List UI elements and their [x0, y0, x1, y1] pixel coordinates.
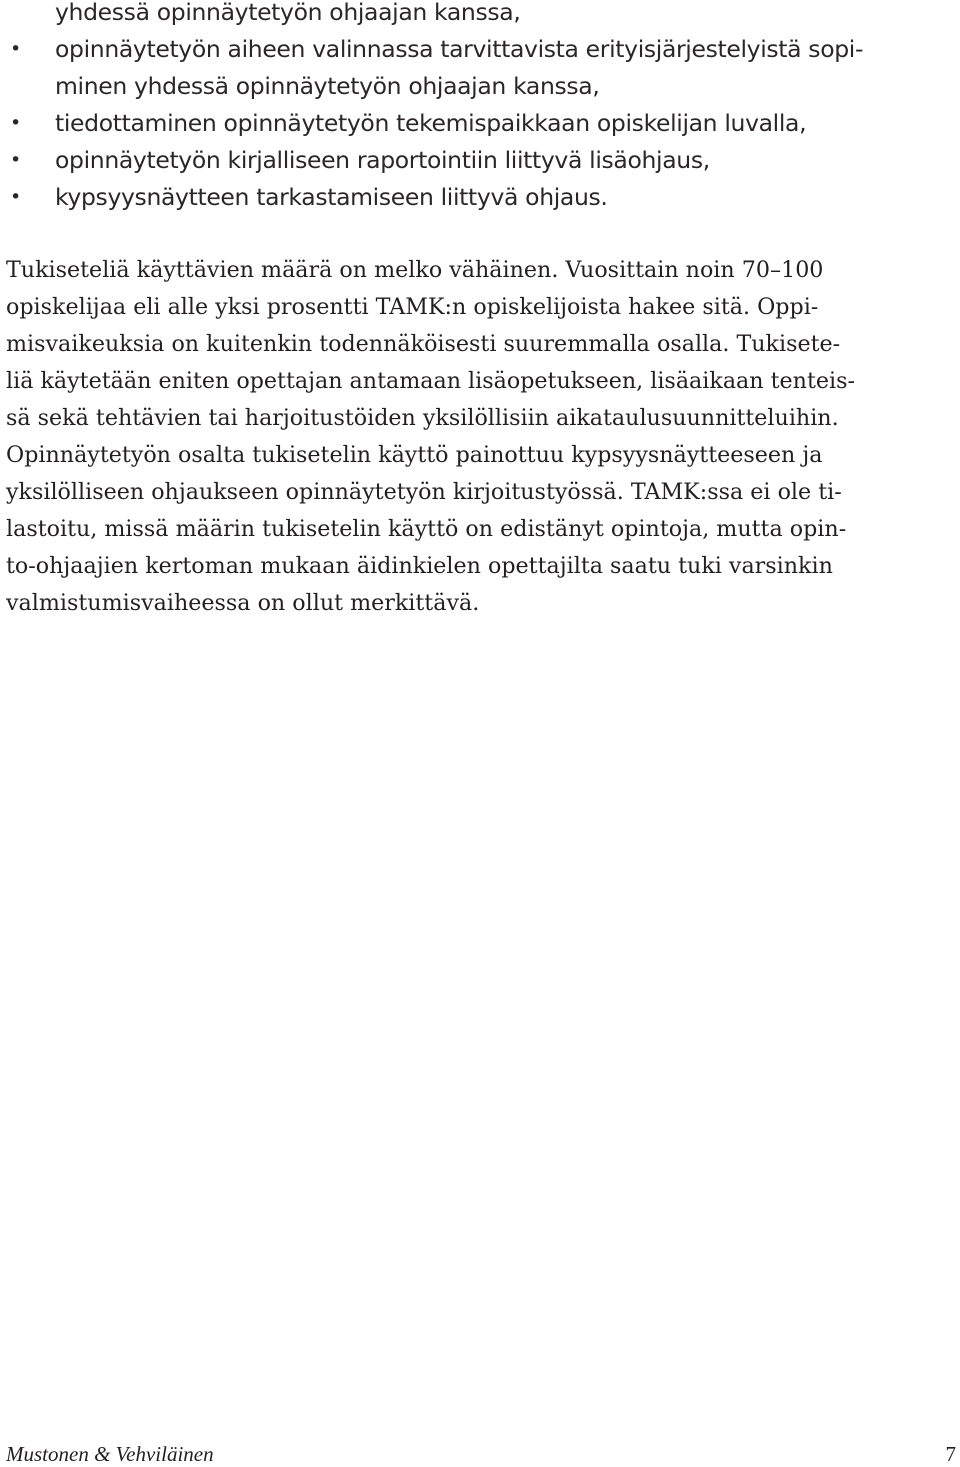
paragraph-line: liä käytetään eniten opettajan antamaan lisäopetukseen, lisäaikaan tenteis-: [6, 368, 855, 394]
bullet-marker: •: [10, 186, 21, 208]
list-item-text: yhdessä opinnäytetyön ohjaajan kanssa,: [55, 0, 521, 26]
paragraph-line: lastoitu, missä määrin tukisetelin käyttö on edistänyt opintoja, mutta opin-: [6, 516, 847, 542]
list-item-text: tiedottaminen opinnäytetyön tekemispaikkaan opiskelijan luvalla,: [55, 109, 807, 137]
list-item-text: kypsyysnäytteen tarkastamiseen liittyvä ohjaus.: [55, 183, 608, 211]
list-item: [6, 179, 956, 216]
bullet-marker: •: [10, 149, 21, 171]
footer-authors: Mustonen & Vehviläinen: [6, 1442, 214, 1466]
bullet-list: [6, 0, 956, 216]
paragraph-line: opiskelijaa eli alle yksi prosentti TAMK:n opiskelijoista hakee sitä. Oppi-: [6, 294, 819, 320]
list-item: [6, 142, 956, 179]
paragraph-line: to-ohjaajien kertoman mukaan äidinkielen opettajilta saatu tuki varsinkin: [6, 553, 833, 579]
paragraph-line: Tukiseteliä käyttävien määrä on melko vähäinen. Vuosittain noin 70–100: [6, 257, 824, 283]
list-item-text: opinnäytetyön aiheen valinnassa tarvittavista erityisjärjestelyistä sopi-: [55, 35, 864, 63]
body-paragraph: [6, 252, 956, 622]
list-item-text: minen yhdessä opinnäytetyön ohjaajan kanssa,: [55, 72, 600, 100]
paragraph-line: misvaikeuksia on kuitenkin todennäköisesti suuremmalla osalla. Tukisete-: [6, 331, 841, 357]
bullet-marker: •: [10, 112, 21, 134]
paragraph-line: sä sekä tehtävien tai harjoitustöiden yksilöllisiin aikataulusuunnitteluihin.: [6, 405, 839, 431]
list-item: [6, 31, 956, 68]
paragraph-line: Opinnäytetyön osalta tukisetelin käyttö painottuu kypsyysnäytteeseen ja: [6, 442, 823, 468]
list-item: [6, 105, 956, 142]
page-number: 7: [945, 1442, 956, 1466]
list-item-continuation: [6, 0, 956, 31]
list-item-continuation: [6, 68, 956, 105]
list-item-text: opinnäytetyön kirjalliseen raportointiin liittyvä lisäohjaus,: [55, 146, 710, 174]
page-footer: [6, 1441, 956, 1467]
paragraph-line: valmistumisvaiheessa on ollut merkittävä.: [6, 590, 480, 616]
bullet-marker: •: [10, 38, 21, 60]
paragraph-line: yksilölliseen ohjaukseen opinnäytetyön kirjoitustyössä. TAMK:ssa ei ole ti-: [6, 479, 842, 505]
